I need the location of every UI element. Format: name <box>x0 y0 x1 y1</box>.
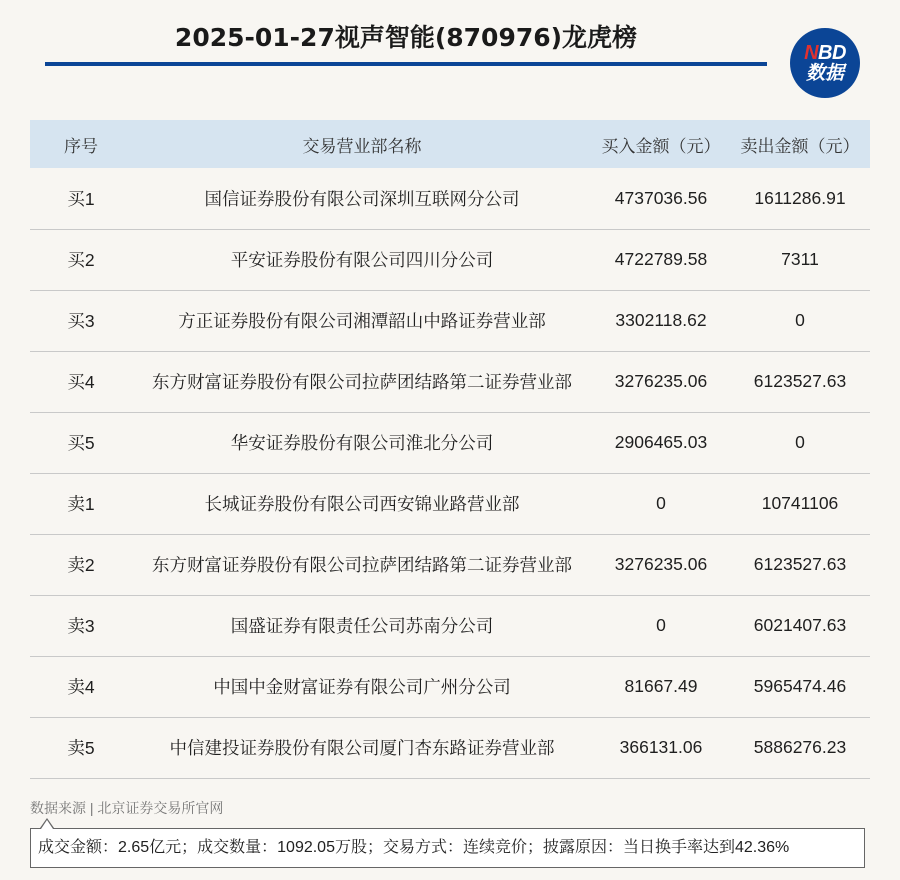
row-seq: 买3 <box>67 311 95 331</box>
row-branch-name: 平安证券股份有限公司四川分公司 <box>230 250 494 270</box>
row-branch-name: 国信证券股份有限公司深圳互联网分公司 <box>204 188 520 209</box>
table-row <box>30 351 870 412</box>
trade-summary-note: 成交金额：2.65亿元；成交数量：1092.05万股；交易方式：连续竞价；披露原因：当日换手率达到42.36% <box>30 828 865 868</box>
row-sell-amount: 5886276.23 <box>753 737 847 757</box>
row-buy-amount: 4722789.58 <box>614 249 708 269</box>
row-buy-amount: 366131.06 <box>619 737 703 757</box>
row-buy-amount: 3302118.62 <box>615 310 707 330</box>
row-seq: 卖3 <box>67 616 95 636</box>
row-sell-amount: 1611286.91 <box>754 187 846 208</box>
row-seq: 卖5 <box>67 738 95 758</box>
callout-pointer-fill <box>41 820 53 829</box>
table-row <box>30 229 870 290</box>
nbd-logo <box>790 28 860 98</box>
dragon-tiger-table <box>30 120 870 779</box>
header-seq: 序号 <box>64 136 98 156</box>
data-source: 数据来源 | 北京证券交易所官网 <box>30 800 224 816</box>
row-buy-amount: 3276235.06 <box>614 371 708 391</box>
row-seq: 买5 <box>67 433 95 453</box>
row-seq: 买2 <box>67 250 95 270</box>
row-seq: 买1 <box>67 188 95 209</box>
row-branch-name: 长城证券股份有限公司西安锦业路营业部 <box>204 494 520 514</box>
header-sell-amount: 卖出金额（元） <box>740 136 860 156</box>
row-seq: 卖1 <box>67 494 95 514</box>
table-row <box>30 473 870 534</box>
row-sell-amount: 0 <box>795 432 805 452</box>
row-sell-amount: 0 <box>795 310 805 330</box>
row-sell-amount: 7311 <box>781 249 819 269</box>
row-branch-name: 华安证券股份有限公司淮北分公司 <box>230 433 494 453</box>
table-row <box>30 534 870 595</box>
page-title: 2025-01-27视声智能(870976)龙虎榜 <box>174 23 638 52</box>
table-row <box>30 717 870 778</box>
row-branch-name: 中国中金财富证券有限公司广州分公司 <box>213 677 511 697</box>
row-buy-amount: 0 <box>656 615 666 635</box>
logo-data-text: 数据 <box>805 62 844 84</box>
row-seq: 买4 <box>67 372 95 392</box>
table-row <box>30 595 870 656</box>
table-header-row <box>30 120 870 168</box>
logo-nbd-text: NBD <box>804 42 846 64</box>
row-sell-amount: 5965474.46 <box>753 676 847 696</box>
row-sell-amount: 6021407.63 <box>753 615 847 635</box>
row-buy-amount: 3276235.06 <box>614 554 708 574</box>
row-branch-name: 中信建投证券股份有限公司厦门杏东路证券营业部 <box>169 738 555 758</box>
row-seq: 卖2 <box>67 555 95 575</box>
row-buy-amount: 0 <box>656 493 666 513</box>
title-underline <box>45 62 767 66</box>
row-branch-name: 东方财富证券股份有限公司拉萨团结路第二证券营业部 <box>152 372 572 392</box>
table-row <box>30 168 870 229</box>
table-row <box>30 656 870 717</box>
table-row <box>30 412 870 473</box>
row-buy-amount: 81667.49 <box>624 676 698 696</box>
row-branch-name: 国盛证券有限责任公司苏南分公司 <box>230 616 494 636</box>
row-seq: 卖4 <box>67 677 95 697</box>
table-row <box>30 290 870 351</box>
header-buy-amount: 买入金额（元） <box>601 136 721 156</box>
row-buy-amount: 2906465.03 <box>614 432 708 452</box>
row-sell-amount: 6123527.63 <box>753 554 847 574</box>
row-branch-name: 东方财富证券股份有限公司拉萨团结路第二证券营业部 <box>152 555 572 575</box>
row-sell-amount: 6123527.63 <box>753 371 847 391</box>
row-sell-amount: 10741106 <box>761 493 839 513</box>
row-branch-name: 方正证券股份有限公司湘潭韶山中路证券营业部 <box>178 311 546 331</box>
row-buy-amount: 4737036.56 <box>614 187 708 208</box>
header-branch-name: 交易营业部名称 <box>302 136 422 156</box>
